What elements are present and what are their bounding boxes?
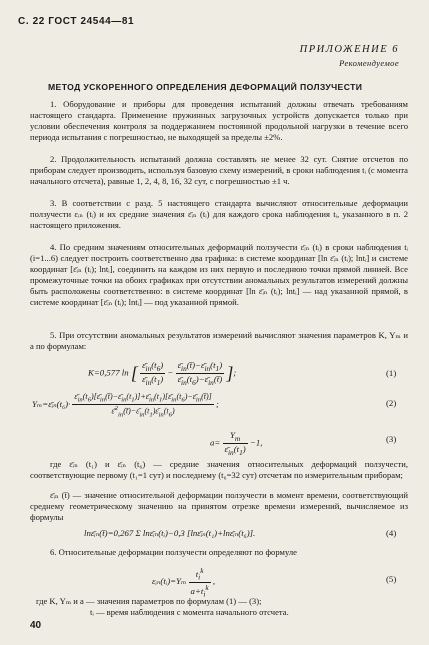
formula-1: K=0,577 ln [ $\frac{\varepsilon̄_{in}(t_6)}{\varepsilon̄_{in}(t_1)}$ − $\frac{\varepsilon̄_{in}(t̄)-\varepsilon̄_{in}(t_1)}{\varepsilon̄_{in}(t_6)-\varepsilon̄_{in}(t̄)}$ ]; <box>88 360 237 387</box>
formula-1-lhs: K=0,577 ln <box>88 367 129 378</box>
formula-1-number: (1) <box>386 368 397 378</box>
where-clause-4: tᵢ — время наблюдения с момента начального отсчета. <box>90 607 289 617</box>
formula-5-number: (5) <box>386 574 397 584</box>
formula-5: εᵢₙ(tᵢ)=Yₘ $\frac{t_i^k}{a+t_i^k}$ , <box>152 566 216 599</box>
formula-2-number: (2) <box>386 398 397 408</box>
paragraph-3: 3. В соответствии с разд. 5 настоящего стандарта вычисляют относительные деформации ползучести εᵢₙ (tᵢ) и их средние значения ε̄ᵢₙ (tᵢ) для каждого срока наблюдения tᵢ, указанного в п. 2 настоящего приложения. <box>30 198 408 230</box>
formula-2-lhs: Yₘ=ε̄ᵢₙ(t₆)· <box>32 398 71 409</box>
paragraph-2: 2. Продолжительность испытаний должна составлять не менее 32 сут. Снятие отсчетов по приборам следует производить, используя базовую схему измерений, в сроки наблюдения tᵢ (с момента начального отсчета), равные 1, 2, 4, 8, 16, 32 сут, с погрешностью ±1 ч. <box>30 154 408 186</box>
formula-4-number: (4) <box>386 528 397 538</box>
formula-3-lhs: a= <box>210 437 221 448</box>
paragraph-1: 1. Оборудование и приборы для проведения испытаний должны отвечать требованиям настоящего стандарта. Применение пружинных загрузочных устройств допускается только при условии обеспечения контроля за поддержанием постоянной продольной нагрузки в течение всего периода испытания с погрешностью, не выходящей за пределы ±2%. <box>30 99 408 142</box>
page-number: 40 <box>30 620 42 631</box>
paragraph-4 <box>30 242 408 308</box>
paragraph-4-part-2: промежуточные точки на обоих графиках при отсутствии аномальных результатов измерений должны быть расположены соответственно: в системе координат [ln ε̄ᵢₙ (tᵢ); lntᵢ] — над указанной прямой, в системе координат [ε̄ᵢₙ (tᵢ); lntᵢ] — под указанной прямой. <box>30 275 408 307</box>
where-clause-3: где K, Yₘ и a — значения параметров по формулам (1) — (3); <box>36 596 262 606</box>
paragraph-6: 6. Относительные деформации ползучести определяют по формуле <box>50 547 297 557</box>
paragraph-4-part-1: 4. По средним значениям относительных деформаций ползучести ε̄ᵢₙ (tᵢ) в сроки наблюдения tᵢ (i=1...6) следует построить соответственно два графика: в системе координат [ln ε̄ᵢₙ (tᵢ); lntᵢ] и системе координат [ε̄ᵢₙ (tᵢ); lntᵢ], соединить на каждом из них первую и последнюю точки прямой линией. Все <box>30 242 408 274</box>
formula-2: Yₘ=ε̄ᵢₙ(t₆)· $\frac{\varepsilon̄_{in}(t_6)[\varepsilon̄_{in}(t̄)-\varepsilon̄_{in}(t_1)]+\varepsilon̄_{in}(t_1)[\varepsilon̄_{in}(t_6)-\varepsilon̄_{in}(t̄)]}{\varepsilon̄^2_{in}(t̄)-\varepsilon̄_{in}(t_1)\varepsilon̄_{in}(t_6)}$ ; <box>32 392 219 418</box>
section-title: МЕТОД УСКОРЕННОГО ОПРЕДЕЛЕНИЯ ДЕФОРМАЦИЙ ПОЛЗУЧЕСТИ <box>48 82 363 92</box>
page-header: С. 22 ГОСТ 24544—81 <box>18 16 135 27</box>
formula-3: a= $\frac{Y_m}{\varepsilon̄_{in}(t_1)}$ −1, <box>210 430 263 457</box>
where-clause-2: ε̄ᵢₙ (t̄) — значение относительной деформации ползучести в момент времени, соответствующий среднему геометрическому значению на принятом отрезке времени измерений, вычисляемое из формулы <box>30 490 408 522</box>
where-clause-1: где ε̄ᵢₙ (t₁) и ε̄ᵢₙ (t₆) — средние значения относительных деформаций ползучести, соответствующие первому (t₁=1 сут) и последнему (t₆=32 сут) отсчетам по измерительным приборам; <box>30 459 408 480</box>
appendix-label: ПРИЛОЖЕНИЕ 6 <box>299 44 399 55</box>
appendix-status: Рекомендуемое <box>339 58 399 68</box>
formula-4: lnε̄ᵢₙ(t̄)=0,267 Σ lnε̄ᵢₙ(tᵢ)−0,3 [lnε̄ᵢₙ(t₁)+lnε̄ᵢₙ(t₆)]. <box>84 528 256 538</box>
formula-3-number: (3) <box>386 434 397 444</box>
formula-5-lhs: εᵢₙ(tᵢ)=Yₘ <box>152 576 187 587</box>
paragraph-5: 5. При отсутствии аномальных результатов измерений вычисляют значения параметров K, Yₘ и a по формулам: <box>30 330 408 351</box>
